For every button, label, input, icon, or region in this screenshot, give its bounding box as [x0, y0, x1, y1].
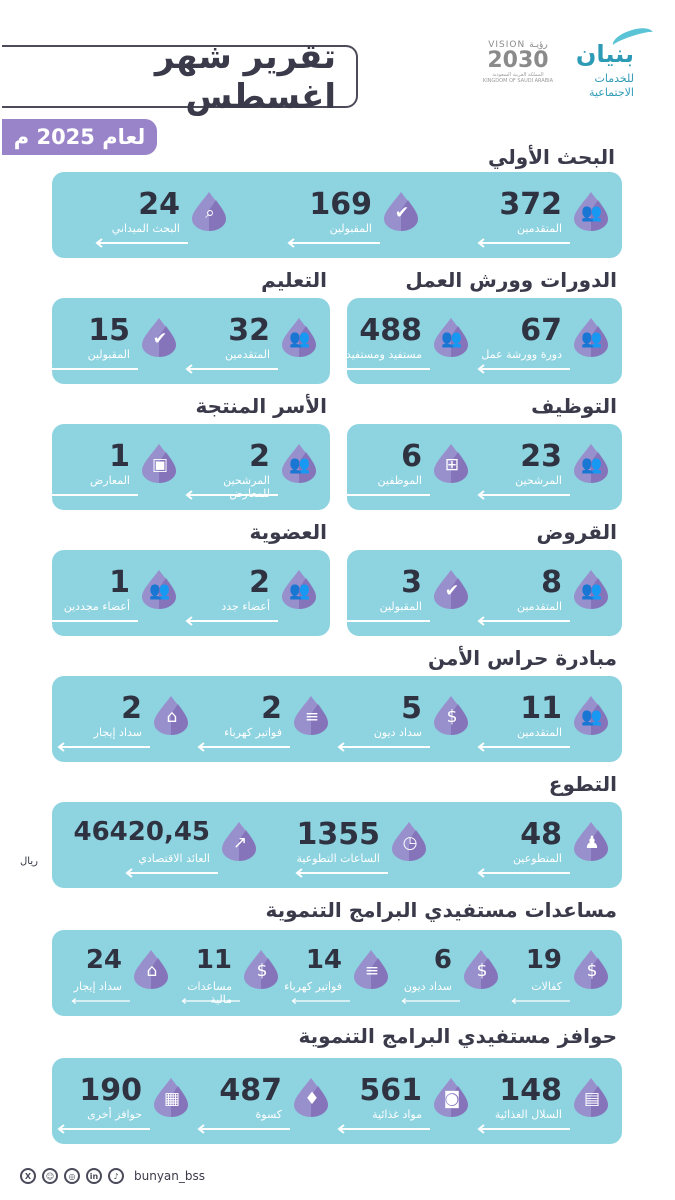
stat-label: العائد الاقتصادي	[138, 852, 210, 865]
initial-research-stat	[476, 184, 616, 254]
arrow-line-icon	[335, 1124, 430, 1134]
stat-label: حوافز أخرى	[87, 1108, 142, 1121]
money-hand-icon: $	[446, 707, 458, 727]
stat-value: 48	[520, 817, 562, 852]
stat-value: 67	[520, 313, 562, 348]
arrow-line-icon	[290, 996, 350, 1006]
volunteering-stat	[294, 814, 434, 884]
stat-label: المتقدمين	[516, 600, 562, 613]
money-hand-icon: $	[476, 961, 488, 981]
productive-families-stat	[44, 436, 184, 506]
stat-value: 190	[79, 1073, 142, 1108]
magnifier-icon: ⌕	[205, 203, 215, 223]
arrow-line-icon	[43, 364, 138, 374]
initial-research-stat	[94, 184, 234, 254]
arrow-line-icon	[400, 996, 460, 1006]
education-stat	[44, 310, 184, 380]
heading-volunteering: التطوع	[548, 772, 617, 796]
people-group-icon: 👥	[289, 455, 311, 475]
stat-value: 1	[109, 439, 130, 474]
stat-label: المتقدمين	[224, 348, 270, 361]
program-aid-stat	[396, 942, 506, 1012]
stat-label: المتقدمين	[516, 222, 562, 235]
people-group-icon: 👥	[289, 581, 311, 601]
program-aid-stat	[66, 942, 176, 1012]
invoice-icon: ≡	[364, 961, 380, 981]
stat-label: المقبولين	[379, 600, 422, 613]
arrow-line-icon	[335, 490, 430, 500]
stat-label: كفالات	[531, 980, 562, 993]
stat-label: سداد ديون	[403, 980, 452, 993]
volunteering-stat	[73, 814, 264, 884]
program-incentives-stat	[196, 1070, 336, 1140]
year-badge	[2, 119, 157, 155]
stat-label: السلال الغذائية	[494, 1108, 562, 1121]
arrow-line-icon	[285, 238, 380, 248]
stat-value: 2	[249, 439, 270, 474]
productive-families-stat	[184, 436, 324, 506]
stat-value: 2	[249, 565, 270, 600]
people-group-icon: 👥	[581, 203, 603, 223]
program-aid-stat	[176, 942, 286, 1012]
stat-value: 14	[305, 945, 342, 975]
arrow-line-icon	[183, 364, 278, 374]
stat-label: فواتير كهرباء	[224, 726, 282, 739]
stat-label: فواتير كهرباء	[284, 980, 342, 993]
stat-value: 6	[401, 439, 422, 474]
people-group-icon: 👥	[581, 455, 603, 475]
currency-label: ريال	[20, 856, 38, 867]
logo-line2: الاجتماعية	[589, 86, 634, 99]
people-group-icon: 👥	[581, 707, 603, 727]
network-icon: ⊞	[444, 455, 460, 475]
stat-value: 8	[541, 565, 562, 600]
x-icon[interactable]: X	[20, 1168, 36, 1184]
arrow-line-icon	[475, 616, 570, 626]
arrow-line-icon	[123, 868, 218, 878]
stat-label: مواد غذائية	[372, 1108, 422, 1121]
heading-employment: التوظيف	[531, 394, 617, 418]
program-incentives-stat	[56, 1070, 196, 1140]
stat-label: سداد إيجار	[93, 726, 142, 739]
heading-productive-families: الأسر المنتجة	[195, 394, 327, 418]
stat-label: المقبولين	[87, 348, 130, 361]
stat-label: مساعدات مالية	[187, 980, 232, 1006]
arrow-line-icon	[475, 238, 570, 248]
stat-label: أعضاء جدد	[221, 600, 270, 613]
people-group-icon: 👥	[289, 329, 311, 349]
heading-security-guards: مبادرة حراس الأمن	[427, 646, 617, 670]
stall-icon: ▣	[151, 455, 169, 475]
dollar-icon: $	[256, 961, 268, 981]
stat-label: دورة وورشة عمل	[481, 348, 562, 361]
stat-label: المرشحين	[515, 474, 562, 487]
arrow-line-icon	[293, 868, 388, 878]
arrow-line-icon	[70, 996, 130, 1006]
stat-label: البحث الميداني	[111, 222, 180, 235]
stat-value: 19	[525, 945, 562, 975]
arrow-line-icon	[195, 1124, 290, 1134]
arrow-line-icon	[475, 742, 570, 752]
people-group-icon: 👥	[581, 329, 603, 349]
people-group-icon: 👥	[581, 581, 603, 601]
stat-value: 487	[219, 1073, 282, 1108]
employment-stat	[476, 436, 616, 506]
education-stat	[184, 310, 324, 380]
food-basket-icon: ▤	[583, 1089, 601, 1109]
clock-icon: ◷	[402, 833, 418, 853]
people-group-icon: 👥	[149, 581, 171, 601]
arrow-line-icon	[475, 490, 570, 500]
social-bar	[20, 1168, 205, 1184]
snapchat-icon[interactable]: ☺	[42, 1168, 58, 1184]
arrow-line-icon	[335, 364, 430, 374]
stat-label: أعضاء مجددين	[63, 600, 130, 613]
arrow-line-icon	[475, 1124, 570, 1134]
arrow-line-icon	[55, 742, 150, 752]
heading-program-aid: مساعدات مستفيدي البرامج التنموية	[265, 898, 617, 922]
stat-value: 5	[401, 691, 422, 726]
stat-value: 2	[121, 691, 142, 726]
accepted-people-icon: ✔	[444, 581, 460, 601]
arrow-line-icon	[195, 742, 290, 752]
stat-label: كسوة	[255, 1108, 282, 1121]
vision-year: 2030	[487, 48, 549, 73]
heading-education: التعليم	[261, 268, 327, 292]
vision-top: VISION رؤيـة	[488, 40, 548, 50]
stat-value: 6	[433, 945, 452, 975]
logo-word: بنيان	[575, 40, 634, 68]
security-guards-stat	[336, 688, 476, 758]
volunteering-stat	[476, 814, 616, 884]
stat-label: المقبولين	[329, 222, 372, 235]
employment-stat	[336, 436, 476, 506]
loans-stat	[476, 562, 616, 632]
stat-value: 148	[499, 1073, 562, 1108]
program-aid-stat	[506, 942, 616, 1012]
stat-value: 24	[138, 187, 180, 222]
stat-label: المعارض	[89, 474, 130, 487]
heading-program-incentives: حوافز مستفيدي البرامج التنموية	[298, 1024, 617, 1048]
growth-chart-icon: ↗	[232, 833, 248, 853]
gift-box-icon: ▦	[163, 1089, 181, 1109]
heading-initial-research: البحث الأولي	[487, 145, 615, 169]
stat-value: 46420,45	[73, 817, 210, 847]
instagram-icon[interactable]: ◎	[64, 1168, 80, 1184]
program-incentives-stat	[476, 1070, 616, 1140]
stat-value: 15	[88, 313, 130, 348]
linkedin-icon[interactable]: in	[86, 1168, 102, 1184]
stat-value: 2	[261, 691, 282, 726]
courses-stat	[476, 310, 616, 380]
stat-value: 169	[309, 187, 372, 222]
arrow-line-icon	[93, 238, 188, 248]
stat-label: سداد إيجار	[73, 980, 122, 993]
stat-label: الساعات التطوعية	[296, 852, 380, 865]
stat-label: الموظفين	[377, 474, 422, 487]
dollar-circle-icon: $	[586, 961, 598, 981]
invoice-icon: ≡	[304, 707, 320, 727]
vision-sub: المملكة العربية السعودية KINGDOM OF SAUDI ARABIA	[482, 72, 554, 84]
courses-stat	[336, 310, 476, 380]
arrow-line-icon	[475, 364, 570, 374]
security-guards-stat	[476, 688, 616, 758]
arrow-line-icon	[335, 742, 430, 752]
arrow-line-icon	[183, 616, 278, 626]
grocery-bag-icon: ◙	[443, 1089, 461, 1109]
report-title: تقرير شهر اغسطس	[154, 36, 336, 117]
house-dollar-icon: ⌂	[146, 961, 158, 981]
clothes-icon: ♦	[304, 1089, 320, 1109]
stat-value: 11	[195, 945, 232, 975]
stat-value: 1355	[296, 817, 380, 852]
stat-value: 24	[85, 945, 122, 975]
logo-line1: للخدمات	[594, 72, 634, 85]
arrow-line-icon	[475, 868, 570, 878]
house-dollar-icon: ⌂	[166, 707, 178, 727]
security-guards-stat	[56, 688, 196, 758]
report-title-box	[2, 36, 358, 117]
program-aid-stat	[286, 942, 396, 1012]
stat-label: المتطوعين	[512, 852, 562, 865]
security-guards-stat	[196, 688, 336, 758]
arrow-line-icon	[55, 1124, 150, 1134]
arrow-line-icon	[335, 616, 430, 626]
arrow-line-icon	[43, 490, 138, 500]
vision-2030-logo	[482, 40, 554, 90]
stat-value: 23	[520, 439, 562, 474]
people-group-icon: 👥	[441, 329, 463, 349]
arrow-line-icon	[43, 616, 138, 626]
initial-research-stat	[286, 184, 426, 254]
stat-value: 11	[520, 691, 562, 726]
stat-value: 561	[359, 1073, 422, 1108]
heading-membership: العضوية	[249, 520, 327, 544]
membership-stat	[44, 562, 184, 632]
stat-label: سداد ديون	[373, 726, 422, 739]
social-handle[interactable]: bunyan_bss	[134, 1169, 206, 1183]
heading-courses: الدورات وورش العمل	[405, 268, 617, 292]
year-label: لعام 2025 م	[13, 125, 146, 149]
arrow-line-icon	[510, 996, 570, 1006]
stat-label: المتقدمين	[516, 726, 562, 739]
stat-value: 372	[499, 187, 562, 222]
stat-value: 3	[401, 565, 422, 600]
tiktok-icon[interactable]: ♪	[108, 1168, 124, 1184]
stat-label: مستفيد ومستفيدة	[340, 348, 422, 361]
stat-label: المرشحين للمعارض	[223, 474, 270, 500]
accepted-people-icon: ✔	[152, 329, 168, 349]
stat-value: 32	[228, 313, 270, 348]
accepted-people-icon: ✔	[394, 203, 410, 223]
heading-loans: القروض	[536, 520, 617, 544]
bunyan-logo	[556, 28, 656, 98]
stat-value: 1	[109, 565, 130, 600]
membership-stat	[184, 562, 324, 632]
loans-stat	[336, 562, 476, 632]
stat-value: 488	[359, 313, 422, 348]
program-incentives-stat	[336, 1070, 476, 1140]
volunteers-icon: ♟	[584, 833, 600, 853]
